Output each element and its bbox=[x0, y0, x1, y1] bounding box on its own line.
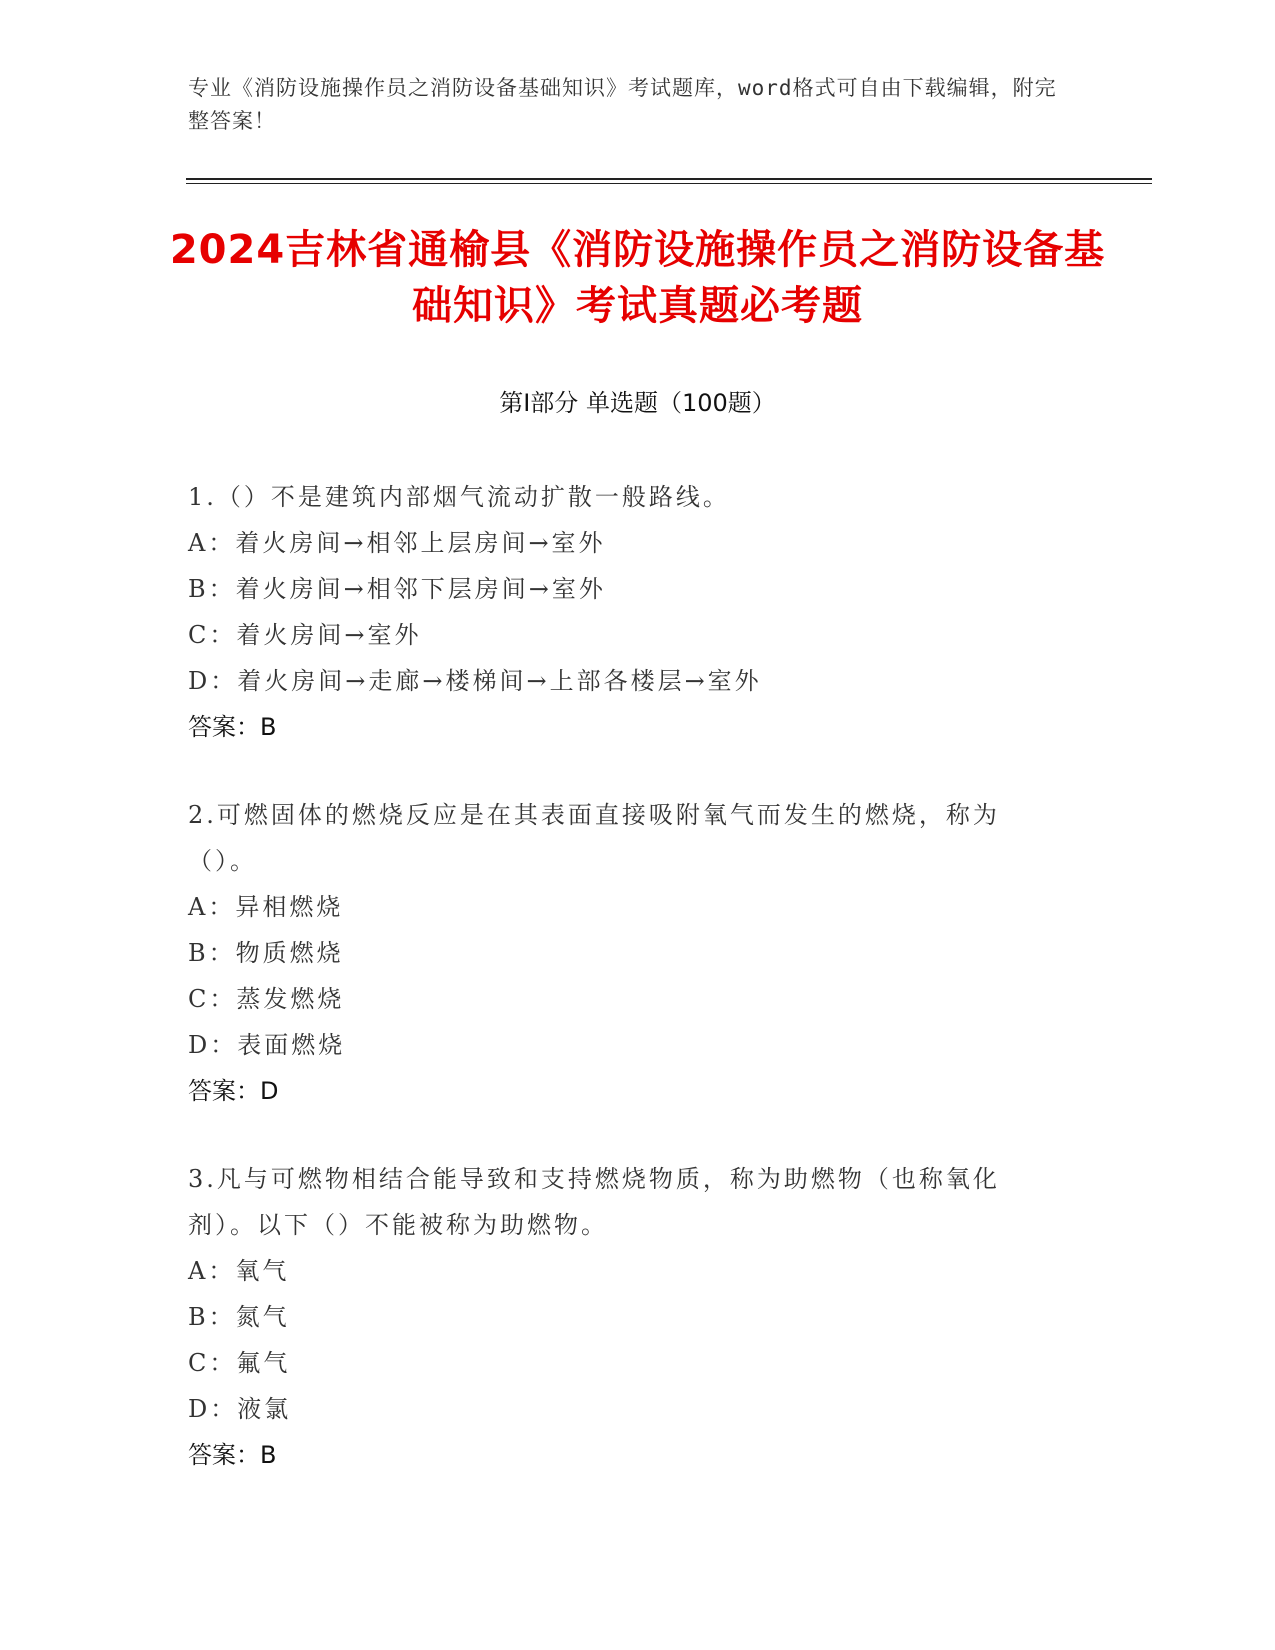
header-note: 专业《消防设施操作员之消防设备基础知识》考试题库，word格式可自由下载编辑，附完整答案！ bbox=[188, 76, 1057, 133]
option-a: A：氧气 bbox=[188, 1257, 290, 1285]
header-divider-thin bbox=[186, 183, 1152, 184]
question-2 bbox=[188, 792, 1068, 1114]
option-d: D：着火房间→走廊→楼梯间→上部各楼层→室外 bbox=[188, 667, 762, 695]
option-d: D：液氯 bbox=[188, 1395, 292, 1423]
option-b: B：物质燃烧 bbox=[188, 939, 344, 967]
section-title: 第Ⅰ部分 单选题（100题） bbox=[499, 389, 776, 417]
answer: 答案：D bbox=[188, 1077, 279, 1105]
option-d: D：表面燃烧 bbox=[188, 1031, 346, 1059]
question-1 bbox=[188, 474, 1068, 750]
answer: 答案：B bbox=[188, 713, 277, 741]
option-c: C：氟气 bbox=[188, 1349, 291, 1377]
header-divider-thick bbox=[186, 178, 1152, 180]
question-stem: 1.（）不是建筑内部烟气流动扩散一般路线。 bbox=[188, 483, 730, 511]
question-stem: 3.凡与可燃物相结合能导致和支持燃烧物质，称为助燃物（也称氧化剂）。以下（）不能被称为助燃物。 bbox=[188, 1165, 1000, 1239]
option-c: C：着火房间→室外 bbox=[188, 621, 422, 649]
document-title: 2024吉林省通榆县《消防设施操作员之消防设备基础知识》考试真题必考题 bbox=[169, 227, 1106, 329]
option-b: B：着火房间→相邻下层房间→室外 bbox=[188, 575, 606, 603]
option-c: C：蒸发燃烧 bbox=[188, 985, 345, 1013]
question-3 bbox=[188, 1156, 1068, 1478]
option-a: A：着火房间→相邻上层房间→室外 bbox=[188, 529, 606, 557]
option-a: A：异相燃烧 bbox=[188, 893, 344, 921]
question-list bbox=[188, 474, 1068, 1520]
option-b: B：氮气 bbox=[188, 1303, 290, 1331]
question-stem: 2.可燃固体的燃烧反应是在其表面直接吸附氧气而发生的燃烧，称为（）。 bbox=[188, 801, 1000, 875]
answer: 答案：B bbox=[188, 1441, 277, 1469]
